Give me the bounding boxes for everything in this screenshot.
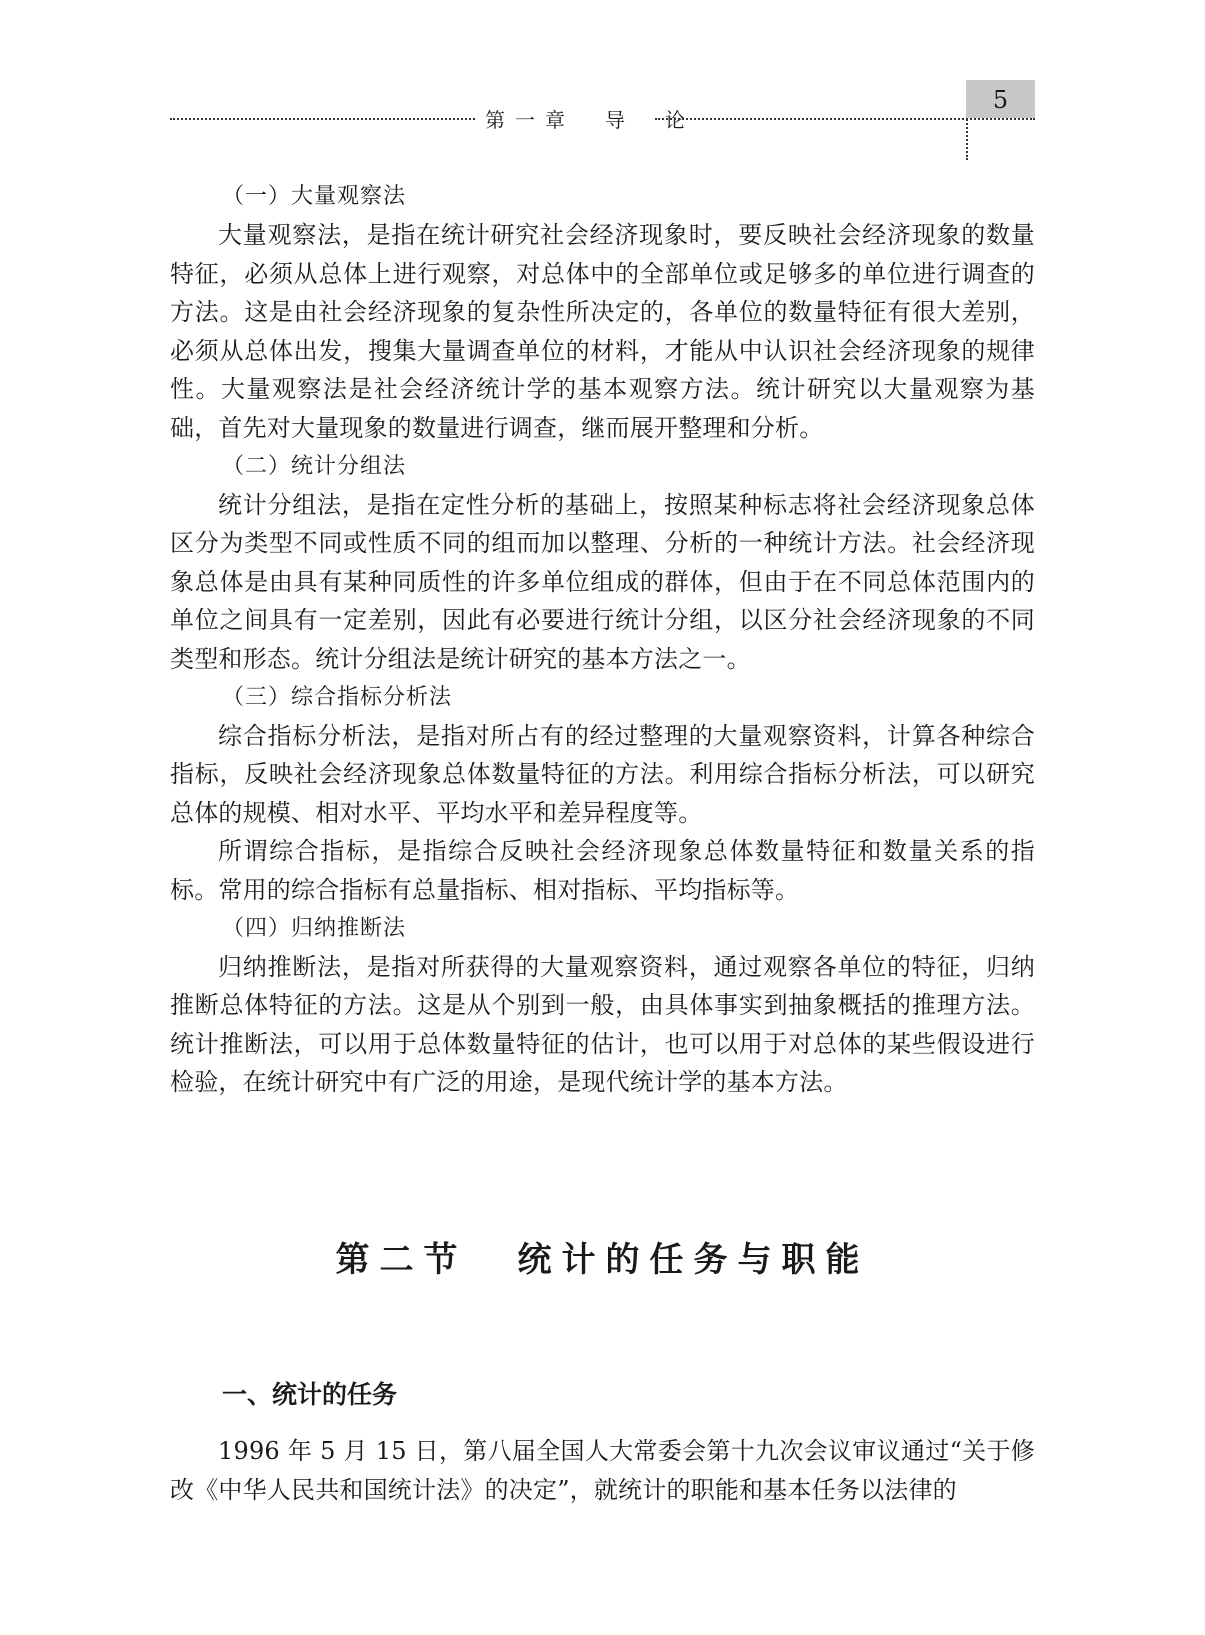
sub-heading-3: （三）综合指标分析法	[222, 684, 453, 710]
running-header	[170, 100, 1035, 160]
main-content	[170, 178, 1035, 1102]
paragraph: 大量观察法，是指在统计研究社会经济现象时，要反映社会经济现象的数量特征，必须从总体上进行观察，对总体中的全部单位或足够多的单位进行调查的方法。这是由社会经济现象的复杂性所决定的，各单位的数量特征有很大差别，必须从总体出发，搜集大量调查单位的材料，才能从中认识社会经济现象的规律性。大量观察法是社会经济统计学的基本观察方法。统计研究以大量观察为基础，首先对大量现象的数量进行调查，继而展开整理和分析。	[170, 221, 1035, 442]
section-title	[0, 1232, 1205, 1281]
subsection-heading: 一、统计的任务	[222, 1380, 398, 1409]
sub-heading-4: （四）归纳推断法	[222, 915, 407, 941]
paragraph: 综合指标分析法，是指对所占有的经过整理的大量观察资料，计算各种综合指标，反映社会经济现象总体数量特征的方法。利用综合指标分析法，可以研究总体的规模、相对水平、平均水平和差异程度等。	[170, 721, 1035, 827]
page-number: 5	[966, 80, 1035, 118]
section-number: 第二节	[335, 1240, 468, 1280]
paragraph: 统计分组法，是指在定性分析的基础上，按照某种标志将社会经济现象总体区分为类型不同或性质不同的组而加以整理、分析的一种统计方法。社会经济现象总体是由具有某种同质性的许多单位组成的群体，但由于在不同总体范围内的单位之间具有一定差别，因此有必要进行统计分组，以区分社会经济现象的不同类型和形态。统计分组法是统计研究的基本方法之一。	[170, 490, 1035, 673]
chapter-title: 第一章 导 论	[485, 108, 695, 132]
header-rule-left	[170, 118, 475, 120]
header-rule-right	[655, 118, 1035, 120]
sub-heading-2: （二）统计分组法	[222, 453, 407, 479]
section-name: 统计的任务与职能	[517, 1240, 870, 1280]
paragraph: 所谓综合指标，是指综合反映社会经济现象总体数量特征和数量关系的指标。常用的综合指标有总量指标、相对指标、平均指标等。	[170, 837, 1035, 904]
paragraph: 归纳推断法，是指对所获得的大量观察资料，通过观察各单位的特征，归纳推断总体特征的方法。这是从个别到一般，由具体事实到抽象概括的推理方法。统计推断法，可以用于总体数量特征的估计，也可以用于对总体的某些假设进行检验，在统计研究中有广泛的用途，是现代统计学的基本方法。	[170, 952, 1035, 1097]
paragraph: 1996 年 5 月 15 日，第八届全国人大常委会第十九次会议审议通过“关于修改《中华人民共和国统计法》的决定”，就统计的职能和基本任务以法律的	[170, 1437, 1035, 1504]
subsection-content	[170, 1376, 1035, 1509]
sub-heading-1: （一）大量观察法	[222, 184, 407, 209]
